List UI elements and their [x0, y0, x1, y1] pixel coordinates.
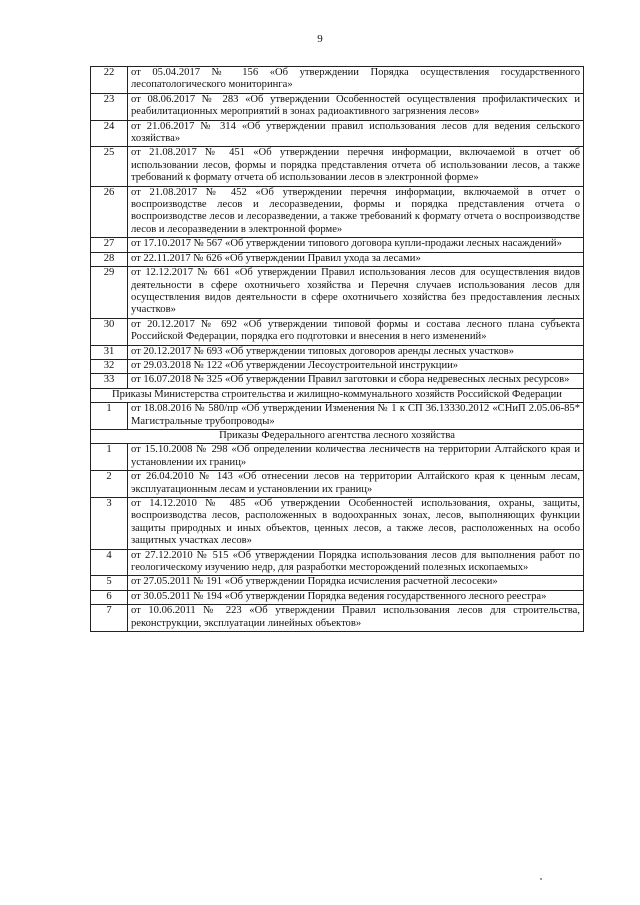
row-number: 22	[91, 67, 128, 94]
section-header-row	[91, 429, 584, 443]
row-text: от 20.12.2017 № 692 «Об утверждении типовой формы и состава лесного плана субъекта Российской Федерации, порядка его подготовки и внесения в него изменений»	[128, 318, 584, 345]
table-row	[91, 318, 584, 345]
row-text: от 21.06.2017 № 314 «Об утверждении правил использования лесов для ведения сельского хозяйства»	[128, 120, 584, 147]
row-number: 1	[91, 403, 128, 430]
table-row	[91, 444, 584, 471]
row-number: 27	[91, 238, 128, 252]
table-row	[91, 186, 584, 238]
row-text: от 18.08.2016 № 580/пр «Об утверждении Изменения № 1 к СП 36.13330.2012 «СНиП 2.05.06-85* Магистральные трубопроводы»	[128, 403, 584, 430]
row-text: от 05.04.2017 № 156 «Об утверждении Порядка осуществления государственного лесопатологического мониторинга»	[128, 67, 584, 94]
table-row	[91, 590, 584, 604]
row-number: 29	[91, 267, 128, 319]
row-text: от 16.07.2018 № 325 «Об утверждении Правил заготовки и сбора недревесных лесных ресурсов»	[128, 374, 584, 388]
row-text: от 21.08.2017 № 452 «Об утверждении перечня информации, включаемой в отчет о воспроизводстве лесов и лесоразведении, формы и порядка представления отчета о воспроизводстве лесов и лесоразведении, а также требований к формату отчета о воспроизводстве лесов и лесоразведении в электронной форме»	[128, 186, 584, 238]
row-number: 32	[91, 359, 128, 373]
section-header: Приказы Федерального агентства лесного хозяйства	[91, 429, 584, 443]
page-number: 9	[317, 33, 323, 45]
section-header-row	[91, 388, 584, 402]
row-number: 26	[91, 186, 128, 238]
row-number: 3	[91, 498, 128, 550]
table-row	[91, 498, 584, 550]
row-number: 24	[91, 120, 128, 147]
row-text: от 30.05.2011 № 194 «Об утверждении Порядка ведения государственного лесного реестра»	[128, 590, 584, 604]
row-number: 23	[91, 93, 128, 120]
row-number: 33	[91, 374, 128, 388]
row-text: от 20.12.2017 № 693 «Об утверждении типовых договоров аренды лесных участков»	[128, 345, 584, 359]
table-row	[91, 471, 584, 498]
row-number: 31	[91, 345, 128, 359]
table-body	[91, 67, 584, 632]
table-row	[91, 605, 584, 632]
table-row	[91, 67, 584, 94]
row-text: от 29.03.2018 № 122 «Об утверждении Лесоустроительной инструкции»	[128, 359, 584, 373]
table-row	[91, 147, 584, 186]
row-number: 2	[91, 471, 128, 498]
row-number: 4	[91, 549, 128, 576]
table-row	[91, 374, 584, 388]
row-text: от 12.12.2017 № 661 «Об утверждении Правил использования лесов для осуществления видов деятельности в сфере охотничьего хозяйства и Перечня случаев использования лесов для осуществления видов деятельности в сфере охотничьего хозяйства без предоставления лесных участков»	[128, 267, 584, 319]
section-header: Приказы Министерства строительства и жилищно-коммунального хозяйств Российской Федерации	[91, 388, 584, 402]
row-number: 25	[91, 147, 128, 186]
table-row	[91, 576, 584, 590]
row-text: от 15.10.2008 № 298 «Об определении количества лесничеств на территории Алтайского края и установлении их границ»	[128, 444, 584, 471]
table-row	[91, 359, 584, 373]
table-row	[91, 267, 584, 319]
row-text: от 27.12.2010 № 515 «Об утверждении Порядка использования лесов для выполнения работ по геологическому изучению недр, для разработки месторождений полезных ископаемых»	[128, 549, 584, 576]
row-number: 28	[91, 252, 128, 266]
row-text: от 14.12.2010 № 485 «Об утверждении Особенностей использования, охраны, защиты, воспроизводства лесов, расположенных в водоохранных зонах, лесов, выполняющих функции защиты природных и иных объектов, ценных лесов, а также лесов, расположенных на особо защитных участках лесов»	[128, 498, 584, 550]
row-text: от 27.05.2011 № 191 «Об утверждении Порядка исчисления расчетной лесосеки»	[128, 576, 584, 590]
row-number: 5	[91, 576, 128, 590]
table-row	[91, 238, 584, 252]
table-row	[91, 252, 584, 266]
row-text: от 08.06.2017 № 283 «Об утверждении Особенностей осуществления профилактических и реабилитационных мероприятий в зонах радиоактивного загрязнения лесов»	[128, 93, 584, 120]
table-row	[91, 345, 584, 359]
row-text: от 22.11.2017 № 626 «Об утверждении Правил ухода за лесами»	[128, 252, 584, 266]
row-text: от 10.06.2011 № 223 «Об утверждении Правил использования лесов для строительства, реконструкции, эксплуатации линейных объектов»	[128, 605, 584, 632]
row-text: от 17.10.2017 № 567 «Об утверждении типового договора купли-продажи лесных насаждений»	[128, 238, 584, 252]
regulations-table	[90, 66, 584, 632]
row-number: 6	[91, 590, 128, 604]
row-number: 1	[91, 444, 128, 471]
table-row	[91, 549, 584, 576]
row-text: от 21.08.2017 № 451 «Об утверждении перечня информации, включаемой в отчет об использовании лесов, формы и порядка представления отчета об использовании лесов, а также требований к формату отчета об использовании лесов в электронной форме»	[128, 147, 584, 186]
row-number: 7	[91, 605, 128, 632]
scan-speck	[540, 878, 542, 880]
row-number: 30	[91, 318, 128, 345]
table-row	[91, 93, 584, 120]
row-text: от 26.04.2010 № 143 «Об отнесении лесов на территории Алтайского края к ценным лесам, эксплуатационным лесам и установлении их границ»	[128, 471, 584, 498]
table-row	[91, 120, 584, 147]
table-row	[91, 403, 584, 430]
